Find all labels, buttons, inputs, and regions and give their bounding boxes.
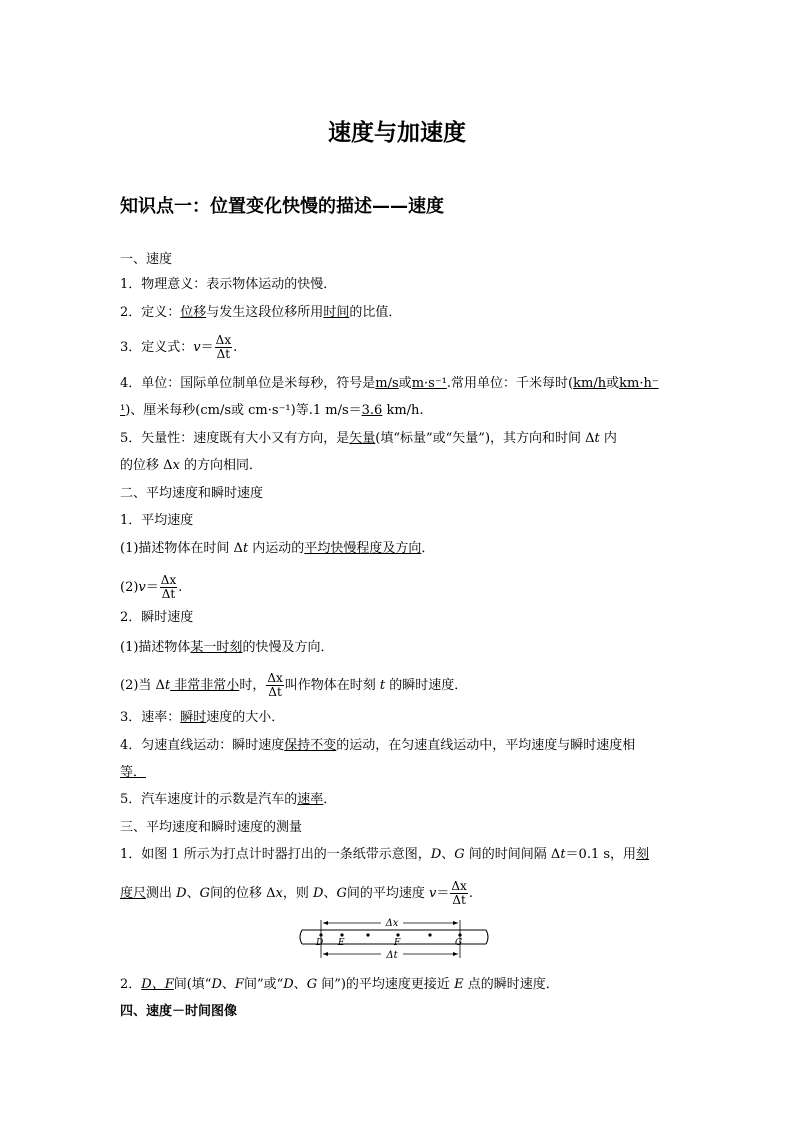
- symbol: D: [176, 886, 187, 901]
- answer: 保持不变: [284, 738, 337, 753]
- answer: m/s: [375, 376, 399, 391]
- point-label-F: F: [394, 938, 401, 948]
- text: 一、速度: [120, 252, 173, 267]
- text: 间”)的平均速度更接近: [317, 977, 455, 992]
- text: 的比值．: [349, 305, 402, 320]
- symbol: D: [313, 886, 324, 901]
- line: 3．定义式：v＝ $\frac{\Delta x}{\Delta t}$ .: [120, 333, 238, 361]
- text: )、厘米每秒(cm/s或 cm·s⁻¹)等.1 m/s＝: [125, 403, 362, 418]
- symbol: t: [379, 678, 386, 693]
- answer: D、F: [141, 977, 174, 992]
- symbol: v: [429, 886, 437, 901]
- answer: 平均快慢程度及方向: [304, 541, 422, 556]
- text: 、: [323, 886, 337, 901]
- dot-F: [396, 933, 399, 936]
- text: ＝: [436, 886, 450, 901]
- dot: [428, 933, 431, 936]
- text: 1．平均速度: [120, 513, 194, 528]
- dot-G: [458, 933, 461, 936]
- text: 叫作物体在时刻: [284, 678, 380, 693]
- text: 间的平均速度: [346, 886, 429, 901]
- fraction: [160, 574, 177, 601]
- point-label-G: G: [455, 938, 463, 948]
- text: .常用单位：千米每时(: [446, 376, 574, 391]
- answer: 等．: [120, 765, 147, 780]
- point-label-D: D: [316, 938, 324, 948]
- symbol: t: [164, 678, 171, 693]
- line: [120, 513, 193, 529]
- text: (填“标量”或“矢量”)，其方向和时间 Δ: [375, 431, 595, 446]
- text: 、: [186, 886, 200, 901]
- text: 间的位移 Δ: [210, 886, 276, 901]
- text: 速度的大小．: [206, 710, 285, 725]
- line: [120, 403, 424, 419]
- text: 的快慢及方向．: [242, 640, 334, 655]
- symbol: v: [138, 580, 146, 595]
- text: (1)描述物体: [120, 640, 191, 655]
- symbol: t: [560, 847, 566, 862]
- text: 的方向相同．: [179, 458, 263, 473]
- text: ＝0.1 s，用: [565, 847, 637, 862]
- symbol: x: [275, 886, 283, 901]
- text: 的运动，在匀速直线运动中，平均速度与瞬时速度相: [336, 738, 636, 753]
- fraction-numerator: Δx: [160, 573, 177, 587]
- text: 或: [398, 376, 412, 391]
- text: 与发生这段位移所用: [206, 305, 324, 320]
- text: 四、速度－时间图像: [120, 1004, 238, 1019]
- text: 测出: [146, 886, 177, 901]
- answer: 刻: [636, 847, 650, 862]
- text: 2．: [120, 977, 142, 992]
- text: (1)描述物体在时间 Δ: [120, 541, 243, 556]
- text: 4．单位：国际单位制单位是米每秒，符号是: [120, 376, 376, 391]
- fraction-numerator: Δx: [267, 671, 283, 685]
- answer: km·h⁻: [619, 376, 659, 391]
- answer: 3.6: [361, 403, 383, 418]
- text: 点的瞬时速度．: [463, 977, 559, 992]
- text: 5．汽车速度计的示数是汽车的: [120, 792, 298, 807]
- symbol: G: [336, 886, 347, 901]
- answer: 速率: [297, 792, 324, 807]
- line: [120, 847, 649, 863]
- tape-left-end: [300, 930, 302, 944]
- text: 或: [606, 376, 620, 391]
- fraction: [450, 880, 467, 907]
- symbol: G: [454, 847, 465, 862]
- fraction-numerator: Δx: [451, 879, 467, 893]
- symbol: D: [430, 847, 442, 862]
- dot-E: [340, 933, 343, 936]
- text: 间”或“: [243, 977, 284, 992]
- dx-arrow-right-head: [453, 921, 458, 925]
- text: km/h.: [382, 403, 424, 418]
- line: [120, 431, 617, 447]
- fraction-denominator: Δt: [268, 685, 282, 699]
- answer: ¹: [120, 403, 126, 418]
- fraction: [266, 672, 283, 699]
- line: [120, 792, 336, 808]
- heading-measurement: [120, 820, 302, 836]
- text: 的瞬时速度．: [385, 678, 468, 693]
- dx-arrow-left-head: [323, 921, 328, 925]
- text: 时，: [239, 678, 266, 693]
- dt-arrow-left-head: [323, 952, 328, 956]
- text: 5．矢量性：速度既有大小又有方向，是: [120, 431, 350, 446]
- line: [120, 977, 559, 993]
- text: 三、平均速度和瞬时速度的测量: [120, 820, 303, 835]
- text: 内运动的: [248, 541, 305, 556]
- answer: 位移: [180, 305, 207, 320]
- fraction-denominator: Δt: [161, 587, 176, 601]
- fraction-denominator: Δt: [216, 347, 231, 361]
- heading-velocity: [120, 252, 172, 268]
- tape-diagram: [296, 914, 496, 962]
- text: ＝: [200, 340, 214, 355]
- dx-label: Δx: [385, 918, 399, 929]
- text: ．: [323, 792, 337, 807]
- line: [120, 672, 467, 699]
- line: [120, 458, 262, 474]
- symbol: t: [594, 431, 600, 446]
- text: 的位移 Δ: [120, 458, 173, 473]
- symbol: G: [199, 886, 210, 901]
- text: ＝: [145, 580, 159, 595]
- text: 1．如图 1 所示为打点计时器打出的一条纸带示意图，: [120, 847, 431, 862]
- line: [120, 640, 333, 656]
- dot-D: [319, 933, 322, 936]
- text: ，则: [282, 886, 314, 901]
- fraction-numerator: Δx: [215, 333, 232, 347]
- text: 4．匀速直线运动：瞬时速度: [120, 738, 285, 753]
- answer: 瞬时: [180, 710, 207, 725]
- symbol: G: [306, 977, 318, 992]
- heading-vt-graph: [120, 1004, 237, 1020]
- line: [120, 610, 193, 626]
- tape-right-end: [486, 930, 488, 944]
- text: ．: [421, 541, 435, 556]
- text: 、: [293, 977, 307, 992]
- text: 间(填“: [173, 977, 212, 992]
- section-heading: 知识点一：位置变化快慢的描述——速度: [120, 196, 444, 217]
- heading-average-instantaneous: [120, 486, 263, 502]
- line: [120, 541, 434, 557]
- text: 二、平均速度和瞬时速度: [120, 486, 264, 501]
- answer: km/h: [573, 376, 607, 391]
- answer: 矢量: [349, 431, 376, 446]
- line: [120, 738, 635, 754]
- line: [120, 376, 659, 392]
- dt-label: Δt: [386, 950, 398, 961]
- answer: 度尺: [120, 886, 147, 901]
- answer: 时间: [323, 305, 350, 320]
- text: 3．速率：: [120, 710, 181, 725]
- line: [120, 765, 146, 781]
- line: [120, 277, 336, 293]
- text: (2): [120, 580, 139, 595]
- text: (2)当 Δ: [120, 678, 165, 693]
- symbol: v: [193, 340, 201, 355]
- point-label-E: E: [338, 938, 345, 948]
- text: 、: [441, 847, 455, 862]
- line: 度尺测出 D、G间的位移 Δx，则 D、G间的平均速度 v＝ $\frac{\Delta x}{\Delta t}$ .: [120, 879, 473, 907]
- symbol: E: [454, 977, 464, 992]
- line: (2)v＝ $\frac{\Delta x}{\Delta t}$ .: [120, 573, 183, 601]
- dot: [366, 933, 369, 936]
- text: 、: [221, 977, 235, 992]
- dt-arrow-right-head: [453, 952, 458, 956]
- symbol: x: [172, 458, 180, 473]
- line: [120, 710, 284, 726]
- text: 3．定义式：: [120, 340, 194, 355]
- text: 内: [599, 431, 617, 446]
- text: 1．物理意义：表示物体运动的快慢．: [120, 277, 337, 292]
- text: 2．定义：: [120, 305, 181, 320]
- fraction-denominator: Δt: [452, 893, 466, 907]
- symbol: D: [211, 977, 222, 992]
- page-title: 速度与加速度: [328, 120, 466, 146]
- symbol: t: [242, 541, 249, 556]
- answer: m·s⁻¹: [411, 376, 447, 391]
- answer: 非常非常小: [170, 678, 240, 693]
- line: [120, 305, 401, 321]
- fraction: [215, 334, 232, 361]
- answer: 某一时刻: [190, 640, 243, 655]
- text: 2．瞬时速度: [120, 610, 194, 625]
- text: 间的时间间隔 Δ: [464, 847, 561, 862]
- symbol: D: [283, 977, 294, 992]
- symbol: F: [234, 977, 244, 992]
